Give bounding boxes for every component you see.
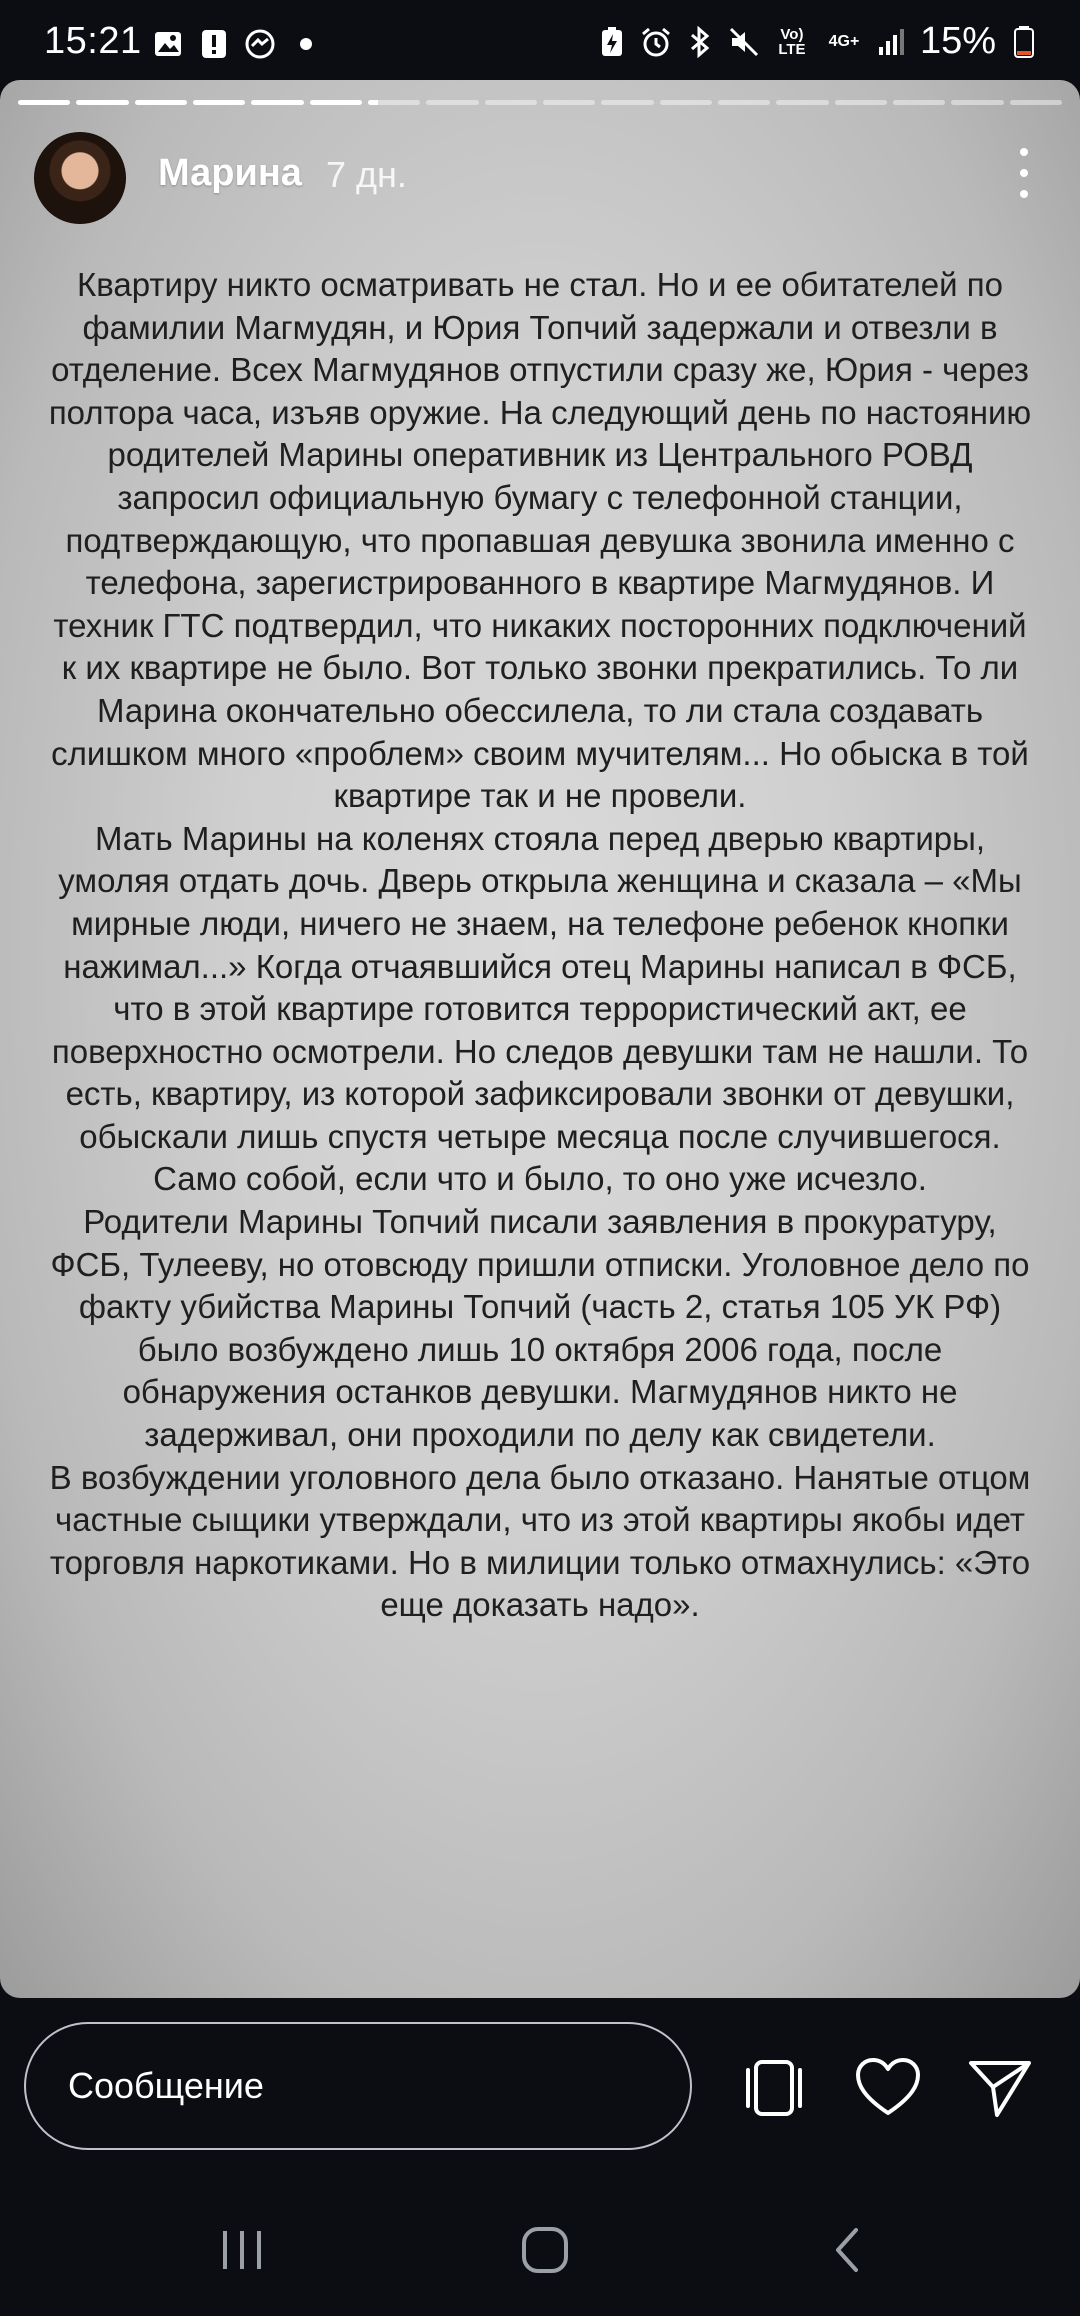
messenger-icon	[244, 28, 276, 60]
volte-icon: Vo) LTE	[778, 25, 806, 58]
progress-segment	[426, 100, 478, 105]
progress-segment	[18, 100, 70, 105]
story-username[interactable]: Марина	[158, 152, 302, 194]
progress-segment	[251, 100, 303, 105]
progress-segment	[76, 100, 128, 105]
heart-icon[interactable]	[850, 2050, 926, 2126]
mute-icon	[728, 26, 760, 58]
dot-icon	[290, 28, 322, 60]
send-icon[interactable]	[962, 2050, 1038, 2126]
status-bar	[0, 0, 1080, 80]
progress-segment	[135, 100, 187, 105]
story-viewer[interactable]	[0, 80, 1080, 1998]
status-right-icons	[596, 20, 1040, 63]
gallery-icon	[152, 28, 184, 60]
story-text	[44, 264, 1036, 1627]
progress-segment	[601, 100, 653, 105]
story-paragraph: В возбуждении уголовного дела было отказано. Нанятые отцом частные сыщики утверждали, что из этой квартиры якобы идет торговля наркотиками. Но в милиции только отмахнулись: «Это еще доказать надо».	[49, 1458, 1031, 1624]
recents-icon[interactable]	[202, 2210, 282, 2290]
battery-saver-icon	[596, 26, 628, 58]
progress-segment	[193, 100, 245, 105]
progress-segment	[310, 100, 362, 105]
battery-percent: 15%	[919, 20, 996, 62]
progress-segment	[835, 100, 887, 105]
avatar[interactable]	[34, 132, 126, 224]
more-options-icon[interactable]	[1012, 148, 1036, 198]
progress-segment	[543, 100, 595, 105]
network-4g-icon: 4G+	[828, 32, 860, 50]
progress-segment	[718, 100, 770, 105]
share-icon[interactable]	[736, 2050, 812, 2126]
story-paragraph: Квартиру никто осматривать не стал. Но и ее обитателей по фамилии Магмудян, и Юрия Топчий задержали и отвезли в отделение. Всех Магмудянов отпустили сразу же, Юрия - через полтора часа, изъяв оружие. На следующий день по настоянию родителей Марины оперативник из Центрального РОВД запросил официальную бумагу с телефонной станции, подтверждающую, что пропавшая девушка звонила именно с телефона, зарегистрированного в квартире Магмудянов. И техник ГТС подтвердил, что никаких посторонних подключений к их квартире не было. Вот только звонки прекратились. То ли Марина окончательно обессилела, то ли стала создавать слишком много «проблем» своим мучителям... Но обыска в той квартире так и не провели.	[48, 266, 1032, 815]
story-paragraph: Родители Марины Топчий писали заявления в прокуратуру, ФСБ, Тулееву, но отовсюду пришли отписки. Уголовное дело по факту убийства Марины Топчий (часть 2, статья 105 УК РФ) было возбуждено лишь 10 октября 2006 года, после обнаружения останков девушки. Магмудянов никто не задерживал, они проходили по делу как свидетели.	[50, 1203, 1030, 1454]
alarm-icon	[640, 26, 672, 58]
progress-segment	[776, 100, 828, 105]
reply-bar	[0, 2000, 1080, 2170]
status-left-icons	[152, 28, 322, 60]
message-input[interactable]: Сообщение	[24, 2022, 692, 2150]
progress-segment	[951, 100, 1003, 105]
progress-segment	[368, 100, 420, 105]
status-time: 15:21	[44, 20, 142, 62]
story-progress-bar	[18, 100, 1062, 106]
home-icon[interactable]	[505, 2210, 585, 2290]
progress-segment	[1010, 100, 1062, 105]
progress-segment	[485, 100, 537, 105]
back-icon[interactable]	[808, 2210, 888, 2290]
progress-segment	[893, 100, 945, 105]
battery-icon	[1008, 26, 1040, 58]
story-time-ago: 7 дн.	[326, 154, 407, 195]
signal-icon	[876, 26, 908, 58]
alert-icon	[198, 28, 230, 60]
story-paragraph: Мать Марины на коленях стояла перед дверью квартиры, умоляя отдать дочь. Дверь открыла женщина и сказала – «Мы мирные люди, ничего не знаем, на телефоне ребенок кнопки нажимал...» Когда отчаявшийся отец Марины написал в ФСБ, что в этой квартире готовится террористический акт, ее поверхностно осмотрели. Но следов девушки там не нашли. То есть, квартиру, из которой зафиксировали звонки от девушки, обыскали лишь спустя четыре месяца после случившегося. Само собой, если что и было, то оно уже исчезло.	[51, 819, 1029, 1198]
progress-segment	[660, 100, 712, 105]
bluetooth-icon	[684, 26, 716, 58]
system-navigation-bar	[0, 2180, 1080, 2316]
